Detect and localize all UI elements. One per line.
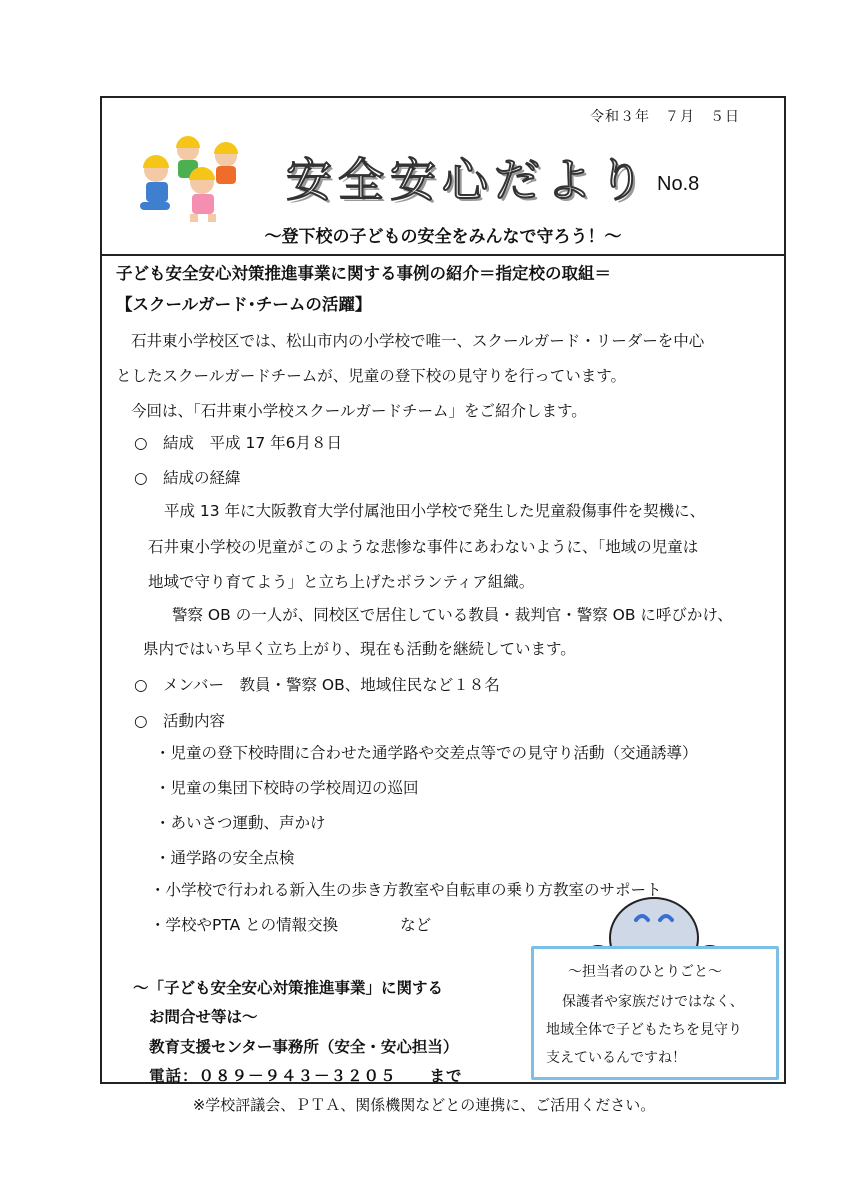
- header-divider: [100, 254, 786, 256]
- newsletter-title: 安全安心だより: [286, 153, 650, 207]
- intro-line: 石井東小学校区では、松山市内の小学校で唯一、スクールガード・リーダーを中心: [131, 332, 705, 350]
- background-line: 県内ではいち早く立ち上がり、現在も活動を継続しています。: [143, 640, 576, 658]
- newsletter-subtitle: ～登下校の子どもの安全をみんなで守ろう！～: [264, 227, 622, 247]
- section-subheading: 【スクールガード･チームの活躍】: [116, 295, 372, 314]
- contact-subheading: お問合せ等は～: [149, 1008, 258, 1026]
- members-line: ○ メンバー 教員・警察 OB、地域住民など１８名: [134, 676, 500, 694]
- comment-line: 保護者や家族だけではなく、: [562, 994, 744, 1010]
- background-line: 平成 13 年に大阪教育大学付属池田小学校で発生した児童殺傷事件を契機に、: [164, 502, 706, 520]
- background-line: 地域で守り育てよう」と立ち上げたボランティア組織。: [148, 573, 535, 591]
- intro-line: 今回は、「石井東小学校スクールガードチーム」をご紹介します。: [131, 402, 587, 420]
- activity-item: ・児童の登下校時間に合わせた通学路や交差点等での見守り活動（交通誘導）: [155, 744, 698, 762]
- issue-date: 令和３年 ７月 ５日: [590, 109, 740, 125]
- activity-item: ・あいさつ運動、声かけ: [155, 814, 326, 832]
- footer-note: ※学校評議会、ＰＴＡ、関係機関などとの連携に、ご活用ください。: [192, 1096, 656, 1114]
- comment-line: 地域全体で子どもたちを見守り: [546, 1022, 742, 1038]
- background-line: 警察 OB の一人が、同校区で居住している教員・裁判官・警察 OB に呼びかけ、: [172, 606, 733, 624]
- staff-comment-box: [531, 946, 779, 1080]
- background-title: ○ 結成の経緯: [134, 469, 241, 487]
- issue-number: No.8: [657, 173, 700, 195]
- section-heading: 子ども安全安心対策推進事業に関する事例の紹介＝指定校の取組＝: [116, 264, 611, 283]
- comment-title: ～担当者のひとりごと～: [568, 964, 722, 980]
- contact-heading: ～「子ども安全安心対策推進事業」に関する: [133, 979, 444, 997]
- activity-item: ・学校やPTA との情報交換 など: [150, 916, 432, 934]
- background-line: 石井東小学校の児童がこのような悲惨な事件にあわないように、「地域の児童は: [148, 538, 699, 556]
- schoolchildren-illustration: [130, 128, 250, 224]
- formation-date: ○ 結成 平成 17 年6月８日: [134, 434, 342, 452]
- activity-item: ・小学校で行われる新入生の歩き方教室や自転車の乗り方教室のサポート: [150, 881, 662, 899]
- contact-office: 教育支援センター事務所（安全・安心担当）: [149, 1038, 459, 1056]
- intro-line: としたスクールガードチームが、児童の登下校の見守りを行っています。: [116, 367, 626, 385]
- contact-phone: 電話：０８９－９４３－３２０５ まで: [149, 1067, 463, 1085]
- activity-item: ・通学路の安全点検: [155, 849, 295, 867]
- activities-title: ○ 活動内容: [134, 712, 226, 730]
- activity-item: ・児童の集団下校時の学校周辺の巡回: [155, 779, 419, 797]
- comment-line: 支えているんですね！: [546, 1050, 686, 1066]
